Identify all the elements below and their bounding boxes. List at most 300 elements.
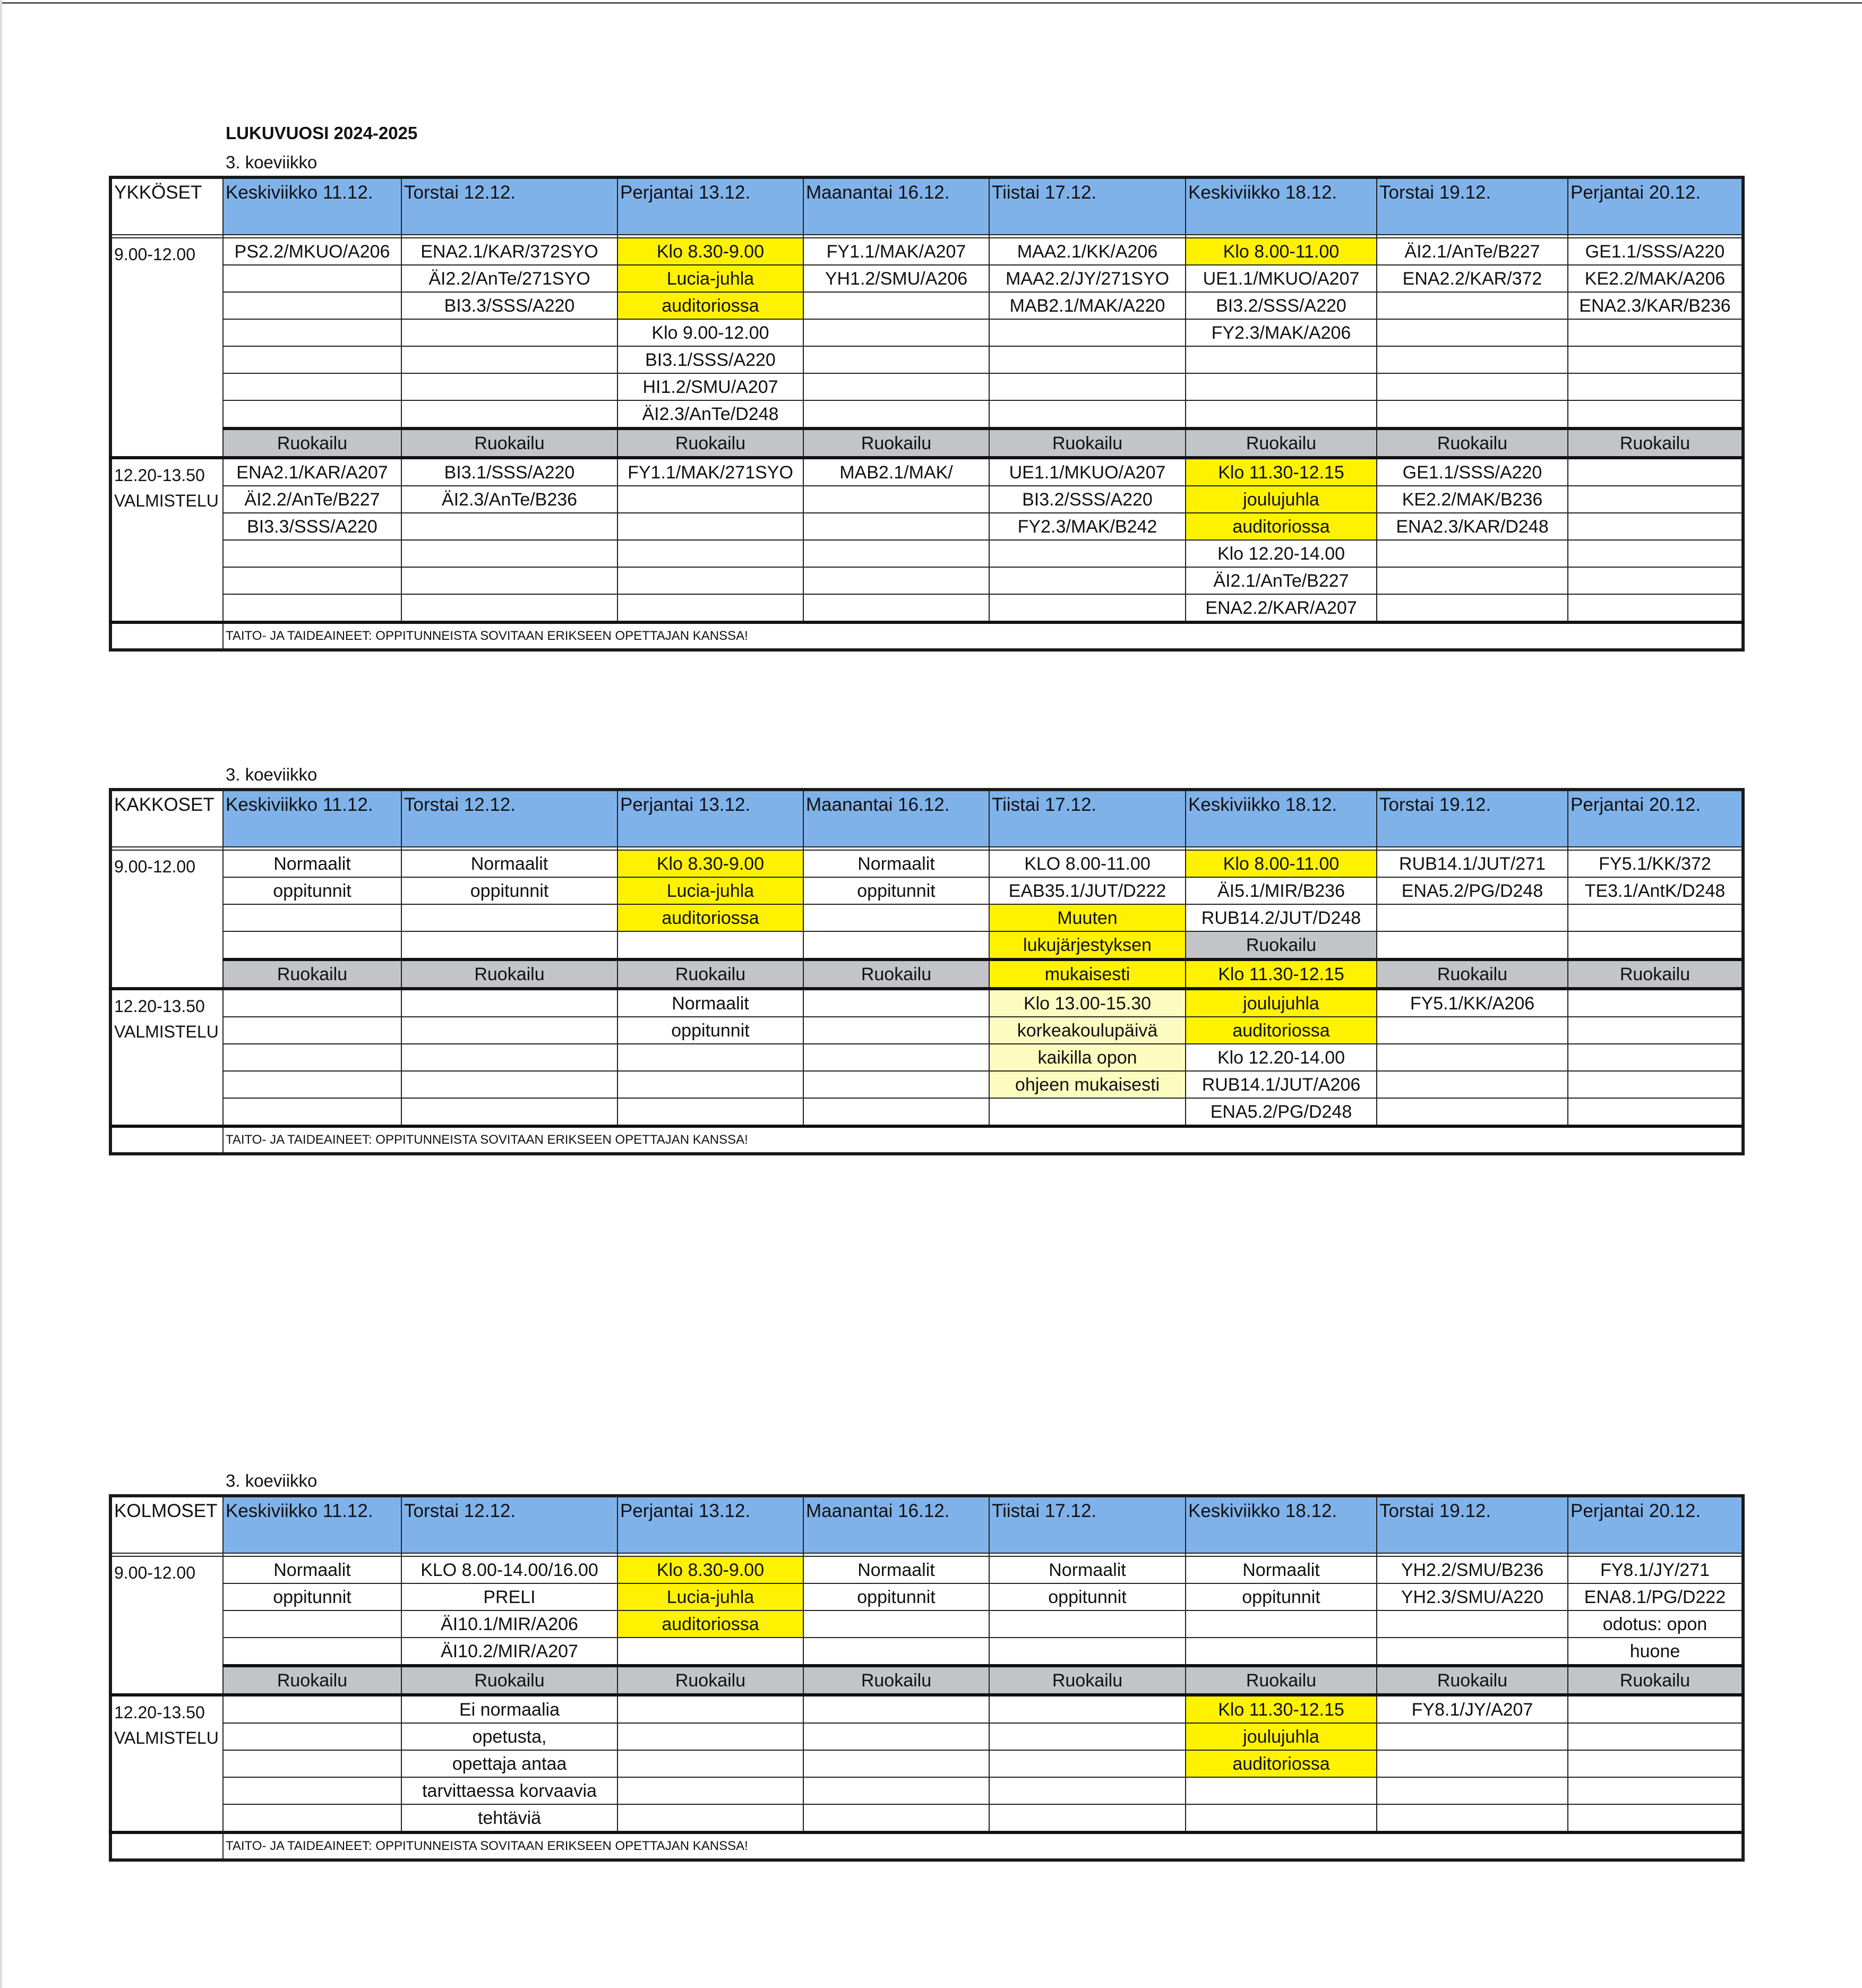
schedule-cell [989,1638,1186,1666]
day-header: Torstai 12.12. [401,177,617,235]
day-header: Maanantai 16.12. [803,1496,989,1553]
schedule-cell: ENA2.2/KAR/372 [1377,265,1568,292]
schedule-cell: Normaalit [803,850,989,877]
afternoon-time-text: 12.20-13.50 [114,997,205,1016]
schedule-cell: GE1.1/SSS/A220 [1568,238,1743,265]
schedule-cell: auditoriossa [1186,513,1377,540]
morning-row [110,931,1743,959]
schedule-cell [401,400,617,429]
schedule-cell [223,1750,401,1777]
schedule-cell: FY8.1/JY/271 [1568,1556,1743,1583]
schedule-cell: MAA2.1/KK/A206 [989,238,1186,265]
schedule-cell [617,1723,803,1750]
afternoon-row [110,1017,1743,1044]
schedule-cell: auditoriossa [617,292,803,319]
schedule-cell: oppitunnit [401,877,617,904]
schedule-cell [803,319,989,346]
schedule-cell: GE1.1/SSS/A220 [1377,458,1568,486]
afternoon-row [110,567,1743,594]
section-2-week-label: 3. koeviikko [226,765,318,784]
schedule-cell [989,594,1186,622]
schedule-cell [989,1610,1186,1638]
schedule-cell: HI1.2/SMU/A207 [617,373,803,400]
schedule-cell: ÄI2.1/AnTe/B227 [1186,567,1377,594]
lunch-cell: Ruokailu [617,959,803,989]
lunch-cell: Ruokailu [1377,959,1568,989]
morning-row [110,1610,1743,1638]
afternoon-row [110,513,1743,540]
day-header: Perjantai 20.12. [1568,790,1743,847]
schedule-cell: Ruokailu [1186,931,1377,959]
group-name: KAKKOSET [110,790,223,847]
schedule-cell [401,1098,617,1126]
afternoon-time [110,458,223,622]
schedule-cell: FY5.1/KK/A206 [1377,989,1568,1017]
morning-row [110,877,1743,904]
schedule-cell: FY1.1/MAK/A207 [803,238,989,265]
schedule-cell: ENA2.3/KAR/D248 [1377,513,1568,540]
schedule-cell [1568,486,1743,513]
schedule-cell: Klo 11.30-12.15 [1186,1695,1377,1723]
schedule-cell [223,1071,401,1098]
schedule-cell [803,1695,989,1723]
schedule-cell [803,513,989,540]
schedule-cell: Normaalit [223,1556,401,1583]
schedule-cell [223,1723,401,1750]
schedule-cell [1568,373,1743,400]
schedule-cell [803,1044,989,1071]
day-header: Torstai 19.12. [1377,177,1568,235]
schedule-cell [803,1071,989,1098]
footer-note: TAITO- JA TAIDEAINEET: OPPITUNNEISTA SOVITAAN ERIKSEEN OPETTAJAN KANSSA! [223,1126,1743,1154]
schedule-cell: BI3.1/SSS/A220 [617,346,803,373]
lunch-cell: Ruokailu [617,429,803,458]
schedule-cell [1186,373,1377,400]
schedule-cell: YH2.3/SMU/A220 [1377,1583,1568,1610]
schedule-cell [401,989,617,1017]
schedule-cell: ENA8.1/PG/D222 [1568,1583,1743,1610]
lunch-row [110,429,1743,458]
schedule-cell: Normaalit [401,850,617,877]
schedule-cell: ohjeen mukaisesti [989,1071,1186,1098]
schedule-cell: YH2.2/SMU/B236 [1377,1556,1568,1583]
schedule-cell [803,1723,989,1750]
schedule-cell [617,1750,803,1777]
schedule-cell [989,319,1186,346]
schedule-cell [223,1804,401,1832]
schedule-cell: joulujuhla [1186,1723,1377,1750]
schedule-cell [1568,458,1743,486]
schedule-cell [1186,346,1377,373]
schedule-cell: BI3.3/SSS/A220 [223,513,401,540]
schedule-cell [1377,1098,1568,1126]
section-1-week-label: 3. koeviikko [226,152,318,172]
morning-row [110,238,1743,265]
day-header: Perjantai 20.12. [1568,1496,1743,1553]
lunch-cell: Ruokailu [401,959,617,989]
schedule-cell: FY5.1/KK/372 [1568,850,1743,877]
afternoon-label: VALMISTELU [114,1022,219,1041]
schedule-table-kakkoset [109,788,1745,1155]
schedule-cell: Klo 8.00-11.00 [1186,238,1377,265]
schedule-cell [223,292,401,319]
schedule-cell [1568,594,1743,622]
schedule-cell [223,1777,401,1804]
schedule-cell [1377,904,1568,931]
schedule-cell [223,1638,401,1666]
schedule-cell: FY1.1/MAK/271SYO [617,458,803,486]
footer-blank [110,1832,223,1860]
schedule-cell: odotus: opon [1568,1610,1743,1638]
morning-row [110,265,1743,292]
schedule-cell: ENA2.3/KAR/B236 [1568,292,1743,319]
header-row [110,177,1743,235]
schedule-cell [401,319,617,346]
lunch-cell: Ruokailu [401,429,617,458]
schedule-cell [1568,567,1743,594]
schedule-cell [1568,319,1743,346]
day-header: Torstai 19.12. [1377,1496,1568,1553]
schedule-cell [1377,373,1568,400]
schedule-cell: KE2.2/MAK/A206 [1568,265,1743,292]
schedule-cell [1377,1610,1568,1638]
schedule-cell [617,931,803,959]
schedule-cell [1568,1750,1743,1777]
schedule-cell [223,1017,401,1044]
schedule-cell: Normaalit [223,850,401,877]
day-header: Perjantai 13.12. [617,1496,803,1553]
schedule-cell: ÄI2.3/AnTe/D248 [617,400,803,429]
morning-row [110,904,1743,931]
schedule-cell [401,373,617,400]
schedule-cell: Normaalit [803,1556,989,1583]
schedule-cell: Klo 8.00-11.00 [1186,850,1377,877]
lunch-cell: Ruokailu [1377,1666,1568,1695]
schedule-cell [401,567,617,594]
schedule-cell: Klo 12.20-14.00 [1186,540,1377,567]
header-row [110,790,1743,847]
schedule-cell [989,373,1186,400]
schedule-cell: oppitunnit [223,877,401,904]
schedule-cell [803,373,989,400]
schedule-cell [1377,400,1568,429]
schedule-cell [989,567,1186,594]
schedule-cell [989,1723,1186,1750]
schedule-cell: MAB2.1/MAK/A220 [989,292,1186,319]
schedule-cell [617,540,803,567]
afternoon-row [110,594,1743,622]
schedule-cell [1568,1723,1743,1750]
schedule-cell [1377,1723,1568,1750]
schedule-cell: EAB35.1/JUT/D222 [989,877,1186,904]
schedule-cell: ÄI2.3/AnTe/B236 [401,486,617,513]
lunch-cell: Ruokailu [803,429,989,458]
morning-row [110,319,1743,346]
schedule-cell: Normaalit [1186,1556,1377,1583]
afternoon-row [110,1044,1743,1071]
day-header: Tiistai 17.12. [989,177,1186,235]
footer-row [110,1832,1743,1860]
lunch-cell: Ruokailu [223,1666,401,1695]
schedule-cell [401,1017,617,1044]
morning-row [110,400,1743,429]
schedule-cell: YH1.2/SMU/A206 [803,265,989,292]
lunch-cell: mukaisesti [989,959,1186,989]
schedule-cell [989,1777,1186,1804]
schedule-cell: Lucia-juhla [617,1583,803,1610]
schedule-cell: Normaalit [617,989,803,1017]
schedule-cell [617,567,803,594]
afternoon-time [110,1695,223,1832]
schedule-cell: KE2.2/MAK/B236 [1377,486,1568,513]
schedule-cell: korkeakoulupäivä [989,1017,1186,1044]
schedule-cell [223,1098,401,1126]
afternoon-row [110,1804,1743,1832]
schedule-cell: oppitunnit [1186,1583,1377,1610]
schedule-cell [617,513,803,540]
schedule-cell: joulujuhla [1186,486,1377,513]
footer-blank [110,1126,223,1154]
schedule-cell: tarvittaessa korvaavia [401,1777,617,1804]
afternoon-time [110,989,223,1126]
day-header: Torstai 12.12. [401,790,617,847]
schedule-cell [1377,1017,1568,1044]
schedule-cell [803,1098,989,1126]
schedule-cell [1377,540,1568,567]
schedule-cell [1568,400,1743,429]
schedule-cell: ÄI5.1/MIR/B236 [1186,877,1377,904]
schedule-cell [803,292,989,319]
schedule-cell: Ei normaalia [401,1695,617,1723]
schedule-cell [1568,1804,1743,1832]
schedule-cell [223,904,401,931]
group-name: YKKÖSET [110,177,223,235]
lunch-cell: Ruokailu [401,1666,617,1695]
afternoon-row [110,540,1743,567]
footer-row [110,622,1743,650]
schedule-cell [1568,513,1743,540]
schedule-cell [1377,346,1568,373]
schedule-cell: opettaja antaa [401,1750,617,1777]
lunch-cell: Ruokailu [223,959,401,989]
schedule-cell: FY8.1/JY/A207 [1377,1695,1568,1723]
schedule-cell [1186,1777,1377,1804]
schedule-cell: Lucia-juhla [617,265,803,292]
schedule-cell [617,594,803,622]
day-header: Keskiviikko 11.12. [223,790,401,847]
schedule-cell [617,1804,803,1832]
schedule-cell: BI3.2/SSS/A220 [1186,292,1377,319]
schedule-cell: RUB14.1/JUT/A206 [1186,1071,1377,1098]
schedule-cell [617,1695,803,1723]
schedule-cell: auditoriossa [1186,1017,1377,1044]
day-header: Maanantai 16.12. [803,177,989,235]
schedule-cell [1377,594,1568,622]
morning-row [110,1638,1743,1666]
lunch-cell: Ruokailu [1186,1666,1377,1695]
schedule-cell [1377,1071,1568,1098]
schedule-cell [803,1750,989,1777]
afternoon-row [110,1071,1743,1098]
schedule-cell [1377,931,1568,959]
schedule-cell [989,346,1186,373]
schedule-cell [1377,567,1568,594]
scan-left-edge [0,0,2,1988]
lunch-cell: Ruokailu [1377,429,1568,458]
document-title: LUKUVUOSI 2024-2025 [226,123,418,143]
schedule-cell [617,1044,803,1071]
schedule-cell: Klo 12.20-14.00 [1186,1044,1377,1071]
day-header: Tiistai 17.12. [989,790,1186,847]
schedule-cell [1377,1804,1568,1832]
schedule-cell [1377,1777,1568,1804]
schedule-cell [401,1044,617,1071]
header-row [110,1496,1743,1553]
day-header: Keskiviikko 18.12. [1186,1496,1377,1553]
schedule-table-ykkoset [109,176,1745,652]
schedule-cell [617,1777,803,1804]
schedule-cell [989,540,1186,567]
day-header: Tiistai 17.12. [989,1496,1186,1553]
day-header: Maanantai 16.12. [803,790,989,847]
schedule-cell [1568,1777,1743,1804]
schedule-cell: BI3.2/SSS/A220 [989,486,1186,513]
schedule-cell [803,931,989,959]
schedule-cell: ENA2.1/KAR/A207 [223,458,401,486]
schedule-cell [803,540,989,567]
schedule-cell [223,594,401,622]
schedule-cell [989,1804,1186,1832]
schedule-cell: Klo 9.00-12.00 [617,319,803,346]
schedule-cell: ENA5.2/PG/D248 [1377,877,1568,904]
schedule-cell: Lucia-juhla [617,877,803,904]
schedule-cell [1377,1750,1568,1777]
schedule-cell: ÄI2.2/AnTe/271SYO [401,265,617,292]
morning-time: 9.00-12.00 [110,850,223,989]
afternoon-row [110,1723,1743,1750]
lunch-cell: Ruokailu [617,1666,803,1695]
schedule-cell [223,1695,401,1723]
schedule-cell [617,1638,803,1666]
lunch-cell: Ruokailu [803,959,989,989]
schedule-cell [223,989,401,1017]
schedule-cell: KLO 8.00-11.00 [989,850,1186,877]
schedule-cell: Normaalit [989,1556,1186,1583]
schedule-cell [1377,319,1568,346]
schedule-cell [1186,1610,1377,1638]
lunch-cell: Ruokailu [1568,429,1743,458]
schedule-cell [803,1804,989,1832]
morning-row [110,292,1743,319]
schedule-cell [223,1044,401,1071]
schedule-cell [617,1098,803,1126]
afternoon-time-text: 12.20-13.50 [114,466,205,485]
day-header: Perjantai 13.12. [617,177,803,235]
schedule-table-kolmoset [109,1494,1745,1862]
footer-note: TAITO- JA TAIDEAINEET: OPPITUNNEISTA SOVITAAN ERIKSEEN OPETTAJAN KANSSA! [223,622,1743,650]
lunch-cell: Ruokailu [803,1666,989,1695]
afternoon-row [110,1098,1743,1126]
schedule-cell [803,594,989,622]
schedule-cell [803,486,989,513]
schedule-cell [223,567,401,594]
schedule-cell: ÄI10.1/MIR/A206 [401,1610,617,1638]
day-header: Keskiviikko 11.12. [223,1496,401,1553]
schedule-cell [803,904,989,931]
schedule-cell [223,1610,401,1638]
scan-edge-line [0,2,1862,4]
schedule-cell [1568,931,1743,959]
afternoon-row [110,486,1743,513]
schedule-cell [401,1071,617,1098]
schedule-cell: oppitunnit [617,1017,803,1044]
schedule-cell: ÄI2.2/AnTe/B227 [223,486,401,513]
schedule-cell [1568,1071,1743,1098]
morning-row [110,1556,1743,1583]
schedule-cell: oppitunnit [803,877,989,904]
schedule-cell: BI3.3/SSS/A220 [401,292,617,319]
morning-row [110,1583,1743,1610]
lunch-cell: Ruokailu [1568,959,1743,989]
schedule-cell [401,540,617,567]
schedule-cell [401,904,617,931]
schedule-cell: MAB2.1/MAK/ [803,458,989,486]
lunch-cell: Ruokailu [1186,429,1377,458]
schedule-cell: ÄI2.1/AnTe/B227 [1377,238,1568,265]
afternoon-row [110,989,1743,1017]
schedule-cell [803,989,989,1017]
morning-time: 9.00-12.00 [110,238,223,458]
day-header: Keskiviikko 18.12. [1186,177,1377,235]
afternoon-row [110,1777,1743,1804]
schedule-cell: Klo 11.30-12.15 [1186,458,1377,486]
schedule-cell [223,400,401,429]
afternoon-row [110,1695,1743,1723]
schedule-cell [1377,1044,1568,1071]
lunch-row [110,1666,1743,1695]
schedule-cell [803,1777,989,1804]
schedule-cell: PRELI [401,1583,617,1610]
schedule-cell [1568,1044,1743,1071]
schedule-cell [989,1098,1186,1126]
schedule-cell [1568,346,1743,373]
schedule-cell: KLO 8.00-14.00/16.00 [401,1556,617,1583]
schedule-cell [1568,1017,1743,1044]
morning-row [110,346,1743,373]
schedule-cell [1568,1695,1743,1723]
schedule-cell: FY2.3/MAK/A206 [1186,319,1377,346]
day-header: Torstai 19.12. [1377,790,1568,847]
afternoon-row [110,458,1743,486]
schedule-cell [401,594,617,622]
schedule-cell [1568,1098,1743,1126]
afternoon-label: VALMISTELU [114,491,219,510]
schedule-cell [401,513,617,540]
schedule-cell: Klo 8.30-9.00 [617,850,803,877]
schedule-cell: Klo 8.30-9.00 [617,238,803,265]
schedule-cell: Muuten [989,904,1186,931]
lunch-cell: Klo 11.30-12.15 [1186,959,1377,989]
schedule-cell [803,1610,989,1638]
schedule-cell [223,346,401,373]
schedule-cell: lukujärjestyksen [989,931,1186,959]
schedule-cell: FY2.3/MAK/B242 [989,513,1186,540]
schedule-cell: tehtäviä [401,1804,617,1832]
schedule-cell [989,400,1186,429]
schedule-cell: ENA5.2/PG/D248 [1186,1098,1377,1126]
day-header: Keskiviikko 11.12. [223,177,401,235]
afternoon-row [110,1750,1743,1777]
